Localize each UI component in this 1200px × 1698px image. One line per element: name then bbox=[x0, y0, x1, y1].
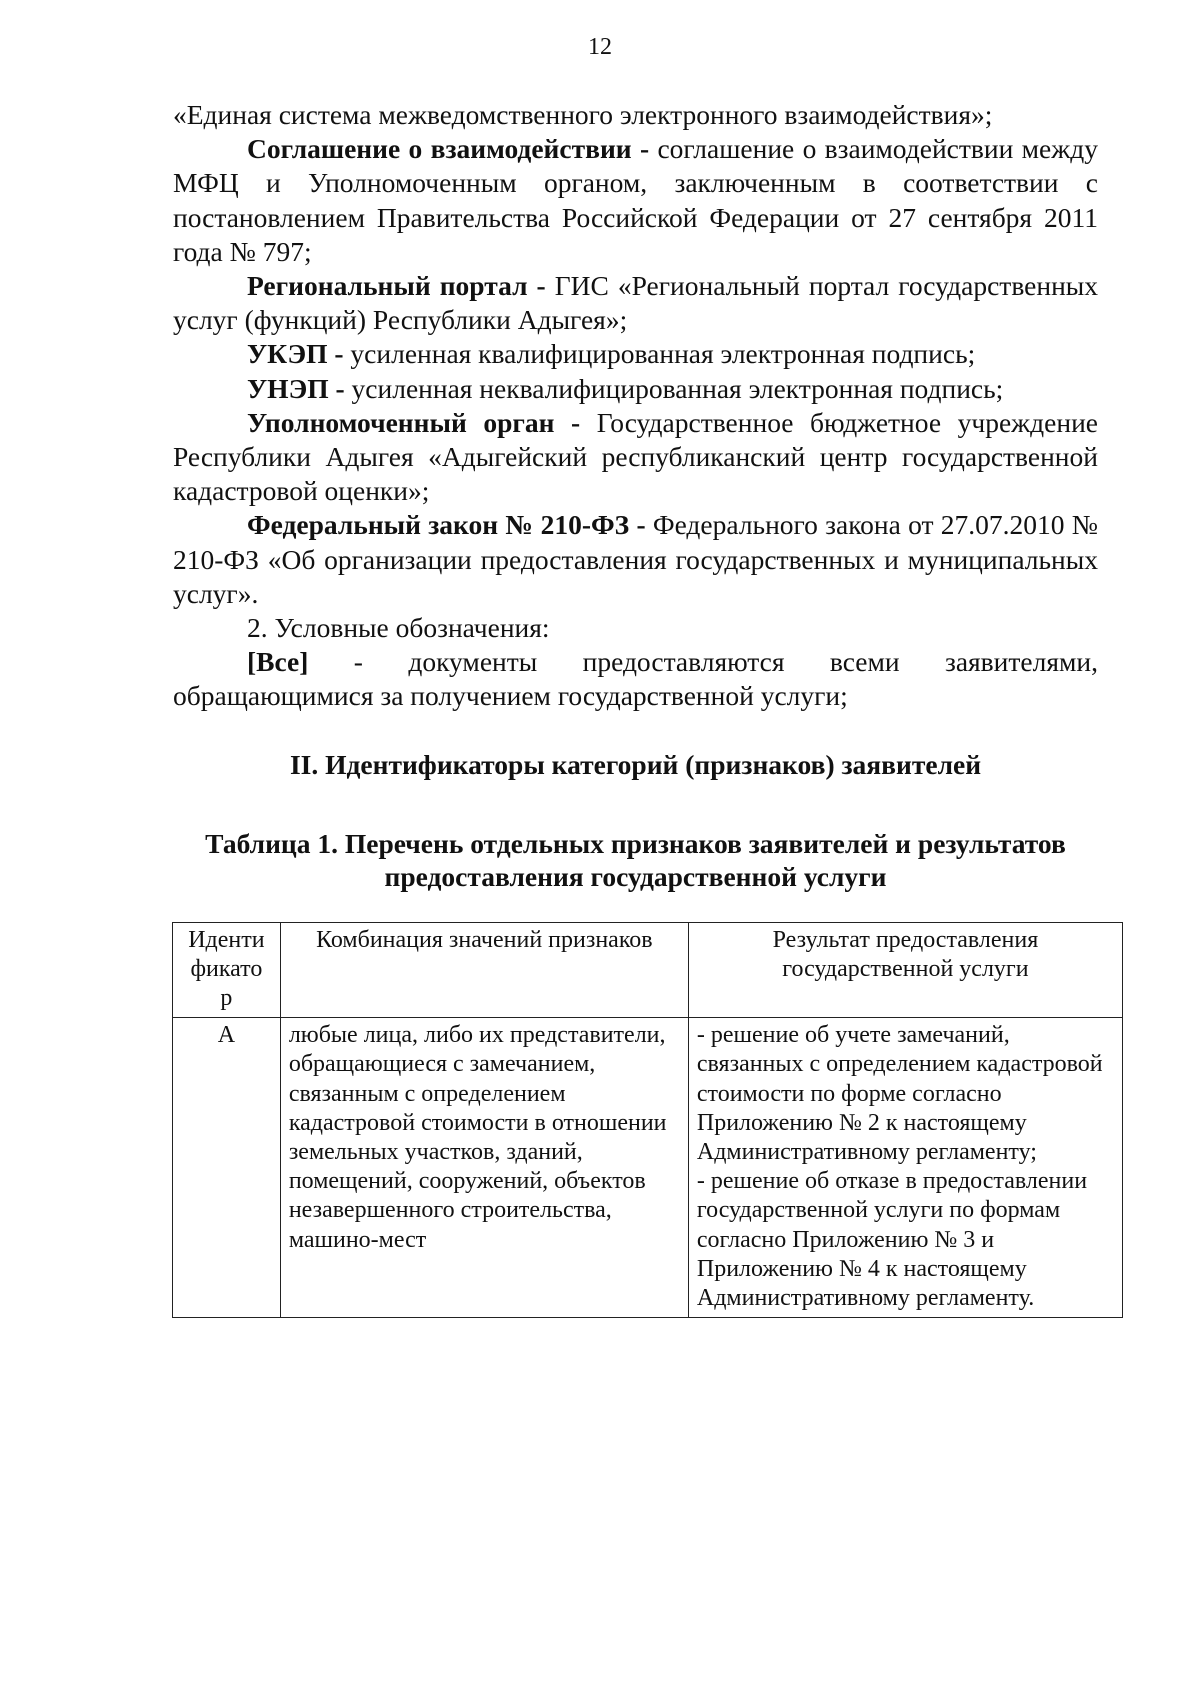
definition-term: УКЭП bbox=[247, 338, 328, 370]
definition-regional-portal bbox=[173, 269, 1098, 337]
header-combination: Комбинация значений признаков bbox=[280, 922, 688, 1018]
section-heading: II. Идентификаторы категорий (признаков) заявителей bbox=[289, 748, 982, 780]
definition-term: Уполномоченный орган bbox=[247, 406, 555, 438]
definition-separator: - bbox=[327, 338, 351, 370]
paragraph-ges-continuation bbox=[173, 98, 1098, 132]
cell-combination: любые лица, либо их представители, обращающиеся с замечанием, связанным с определением кадастровой стоимости в отношении земельных участков, зданий, помещений, сооружений, объектов незавершенного строительства, машино-мест bbox=[280, 1018, 688, 1318]
definition-agreement bbox=[173, 132, 1098, 269]
cell-result: - решение об учете замечаний, связанных с определением кадастровой стоимости по форме согласно Приложению № 2 к настоящему Административному регламенту; - решение об отказе в предоставлении государственной услуги по формам согласно Приложению № 3 и Приложению № 4 к настоящему Административному регламенту. bbox=[688, 1018, 1122, 1318]
table-title-line: предоставления государственной услуги bbox=[384, 860, 887, 892]
definition-authorized-body bbox=[173, 406, 1098, 509]
definition-text: соглашение о взаимодействии между МФЦ и Уполномоченным органом, заключенным в соответствии с постановлением Правительства Российской Федерации от 27 сентября 2011 года № 797; bbox=[173, 133, 1098, 267]
definition-term: Соглашение о взаимодействии bbox=[247, 133, 632, 165]
cell-identifier: А bbox=[173, 1018, 281, 1318]
page-number: 12 bbox=[588, 34, 612, 60]
legend-text: документы предоставляются всеми заявителями, обращающимися за получением государственной услуги; bbox=[173, 646, 1098, 712]
table-row bbox=[173, 1018, 1123, 1318]
legend-heading bbox=[173, 611, 1098, 645]
paragraph-text: «Единая система межведомственного электронного взаимодействия»; bbox=[173, 99, 993, 130]
definition-separator: - bbox=[328, 372, 352, 404]
definition-federal-law bbox=[173, 508, 1098, 611]
definition-text: усиленная неквалифицированная электронная подпись; bbox=[351, 372, 1004, 404]
legend-all bbox=[173, 645, 1098, 713]
definition-separator: - bbox=[527, 270, 555, 302]
definition-text: ГИС «Региональный портал государственных услуг (функций) Республики Адыгея»; bbox=[173, 270, 1099, 336]
definition-ukep bbox=[173, 337, 1098, 371]
definition-separator: - bbox=[629, 509, 653, 541]
applicant-categories-table bbox=[172, 922, 1123, 1319]
paragraph-text: 2. Условные обозначения: bbox=[247, 612, 550, 644]
definition-text: усиленная квалифицированная электронная подпись; bbox=[350, 338, 976, 370]
table-title bbox=[173, 827, 1098, 893]
table-header-row bbox=[173, 922, 1123, 1018]
definition-text: Федерального закона от 27.07.2010 № 210-ФЗ «Об организации предоставления государственных и муниципальных услуг». bbox=[173, 509, 1098, 609]
definition-separator: - bbox=[554, 406, 597, 438]
legend-separator: - bbox=[308, 646, 409, 678]
header-identifier: Иденти фикато р bbox=[173, 922, 281, 1018]
definition-term: Федеральный закон № 210-ФЗ bbox=[247, 509, 630, 541]
definition-term: УНЭП bbox=[247, 372, 329, 404]
definition-unep bbox=[173, 372, 1098, 406]
definition-text: Государственное бюджетное учреждение Республики Адыгея «Адыгейский республиканский центр государственной кадастровой оценки»; bbox=[173, 406, 1098, 507]
definition-separator: - bbox=[631, 133, 658, 165]
definition-term: Региональный портал bbox=[247, 270, 528, 302]
table-title-line: Таблица 1. Перечень отдельных признаков заявителей и результатов bbox=[205, 827, 1066, 859]
document-body bbox=[173, 98, 1103, 1318]
header-result: Результат предоставления государственной услуги bbox=[688, 922, 1122, 1018]
legend-term: [Все] bbox=[247, 646, 309, 678]
